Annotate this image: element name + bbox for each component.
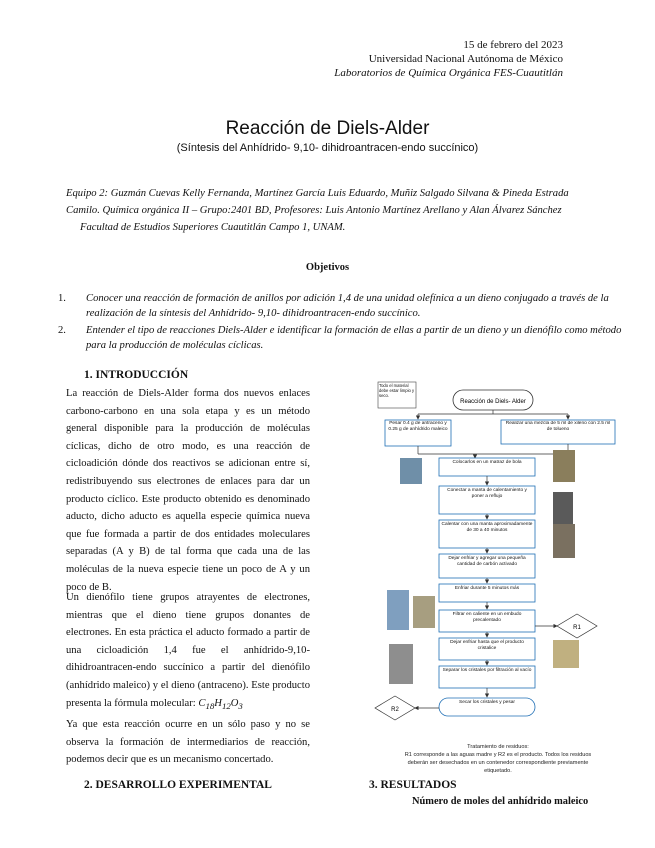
objective-number: 2. [58, 325, 66, 336]
photo-crystals-icon [389, 644, 413, 684]
photo-balance-icon [553, 450, 575, 482]
section-3-heading: 3. RESULTADOS [369, 779, 457, 791]
objective-text: Conocer una reacción de formación de anillos por adición 1,4 de una unidad olefínica a un dieno conjugado a través de la realización de la síntesis del Anhídrido- 9,10- dihidroantracen-endo succínico. [86, 293, 609, 319]
document-title: Reacción de Diels-Alder [225, 118, 430, 139]
flow-step: Separar los cristales por filtración al vacío [442, 668, 532, 673]
flow-r2-label: R2 [391, 707, 399, 713]
results-subheading: Número de moles del anhídrido maleico [412, 796, 589, 807]
intro-paragraph-3: Ya que esta reacción ocurre en un sólo paso y no se observa la formación de intermediarios de reacción, podemos decir que es un mecanismo concertado. [66, 719, 310, 766]
flow-step: Filtrar en caliente en un embudo precalentado [452, 612, 522, 623]
objectives-heading: Objetivos [305, 262, 350, 273]
objectives-list [58, 292, 622, 356]
header-lab: Laboratorios de Química Orgánica FES-Cuautitlán [334, 67, 563, 79]
photo-beaker-icon [413, 596, 435, 628]
authors-block [66, 185, 622, 236]
photo-mantle-icon [553, 524, 575, 558]
flow-step: Dejar enfriar y agregar una pequeña cantidad de carbón activado [448, 556, 526, 567]
objective-number: 1. [58, 293, 66, 304]
flow-r1-label: R1 [573, 625, 581, 631]
objective-item [58, 292, 622, 321]
objective-text: Entender el tipo de reacciones Diels-Alder e identificar la formación de ellas a partir de un dieno y un dienófilo como método para la producción de moléculas cíclicas. [86, 325, 622, 351]
document-header [334, 38, 563, 80]
intro-heading: 1. INTRODUCCIÓN [84, 369, 189, 381]
document-subtitle: (Síntesis del Anhídrido- 9,10- dihidroantracen-endo succínico) [176, 142, 479, 154]
flow-step: Enfriar durante 5 minutos más [454, 586, 520, 591]
objective-item [58, 324, 622, 353]
header-date: 15 de febrero del 2023 [463, 39, 563, 51]
flow-step: Conectar a manta de calentamiento y poner a reflujo [447, 488, 527, 499]
flow-step: Secar los cristales y pesar [459, 700, 515, 705]
section-2-heading: 2. DESARROLLO EXPERIMENTAL [84, 779, 272, 791]
flow-note: Todo el material debe estar limpio y seco. [379, 383, 415, 398]
flow-footnote-line-4: etiquetado. [484, 768, 512, 774]
flowchart [373, 378, 623, 740]
intro-paragraph-2 [66, 589, 310, 715]
authors-line-2: Camilo. Química orgánica II – Grupo:2401 BD, Profesores: Luis Antonio Martínez Arellano y Alan Álvarez Sánchez [66, 205, 562, 216]
flow-left-top: Pesar 0.4 g de antraceno y 0.25 g de anhídrido maleico [388, 421, 448, 432]
header-university: Universidad Nacional Autónoma de México [368, 53, 563, 65]
photo-vacuum-icon [553, 640, 579, 668]
flow-step: Dejar enfriar hasta que el producto cristalice [450, 640, 524, 651]
intro-paragraph-2-text: Un dienófilo tiene grupos atrayentes de electrones, mientras que el dieno tiene grupos donantes de electrones. En esta práctica el aducto formado a partir de una cicloadición 1,4 fue el anhídrido-9,10-dihidroantracen-endo succínico a partir del dienófilo (anhídrido maleico) y el dieno (antraceno). Este producto presenta la fórmula molecular: [66, 592, 310, 709]
photo-flask-icon [400, 458, 422, 484]
authors-line-3: Facultad de Estudios Superiores Cuautitlán Campo 1, UNAM. [80, 222, 346, 233]
authors-line-1: Equipo 2: Guzmán Cuevas Kelly Fernanda, Martínez García Luis Eduardo, Muñiz Salgado Silvana & Pineda Estrada [66, 188, 569, 199]
flow-footnote-line-3: deberán ser desechados en un contenedor correspondiente previamente [407, 760, 589, 766]
flow-start-label: Reacción de Diels- Alder [460, 399, 526, 405]
flow-step: Calentar con una manta aproximadamente de 30 a 40 minutos [441, 522, 533, 533]
flow-footnote-line-1: Tratamiento de residuos: [467, 744, 529, 750]
flow-footnote [372, 743, 624, 775]
photo-filter-icon [387, 590, 409, 630]
flow-step: Colocarlos en un matraz de bola [452, 460, 522, 465]
intro-paragraph-1: La reacción de Diels-Alder forma dos nuevos enlaces carbono-carbono en una sola etapa y es un método general disponible para la producción de moléculas cíclicas, dicho de otro modo, es una reacción de cicloadición dónde dos reactivos se adicionan entre sí, redistribuyendo sus electrones de enlaces para dar un producto cíclico. Este producto obtenido es denominado aducto, dicho aducto es aquella especie química nueva que fue formada a partir de dos entidades moleculares separadas (A y B) de tal forma que cada una de las moléculas de la nueva especie tiene un poco de A y un poco de B. [66, 388, 310, 593]
flow-footnote-line-2: R1 corresponde a las aguas madre y R2 es el producto. Todos los residuos [404, 752, 592, 758]
flow-right-top: Realizar una mezcla de 5 ml de xileno con 2.5 ml de tolueno [505, 421, 611, 432]
molecular-formula: $C_{18}H_{12}O_3$ [198, 697, 243, 711]
